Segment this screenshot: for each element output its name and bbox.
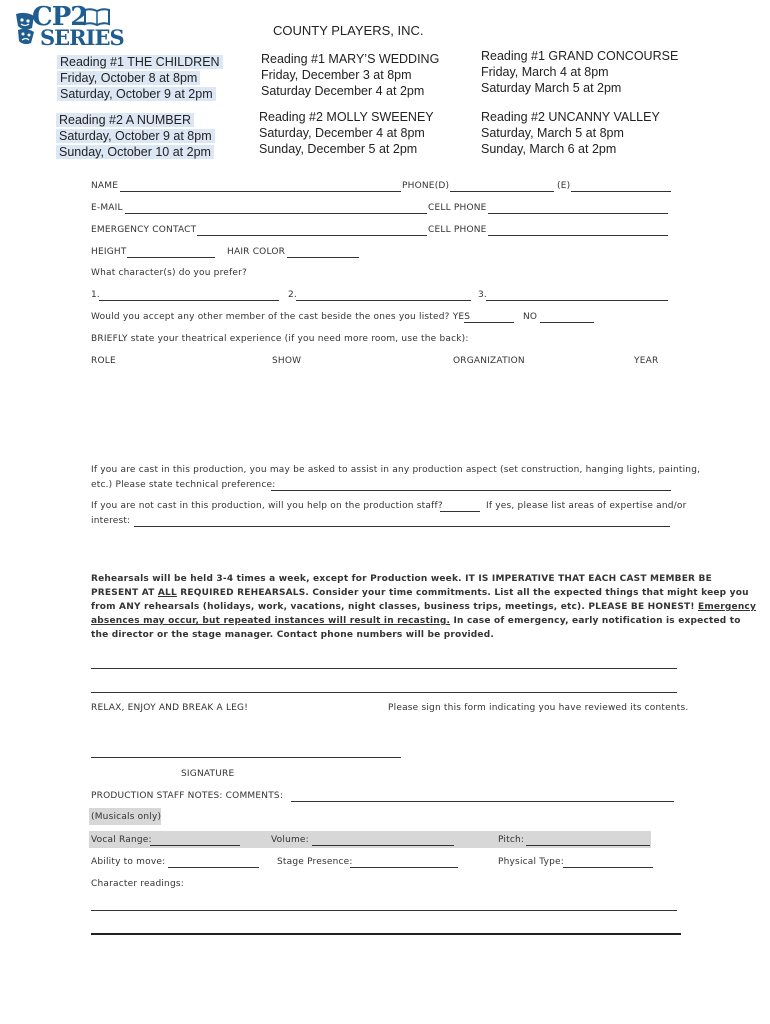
- reading-date: Saturday, December 4 at 8pm: [259, 126, 425, 140]
- interest-label: interest:: [91, 516, 131, 526]
- reading-uncanny-valley: [481, 109, 660, 157]
- emergency-cell-phone-input[interactable]: [488, 235, 668, 236]
- book-icon: [84, 8, 110, 26]
- rehearsal-text: from ANY rehearsals (holidays, work, vacations, night classes, business trips, meetings, etc). PLEASE BE HONEST!: [91, 602, 698, 612]
- rehearsal-text: PRESENT AT: [91, 588, 158, 598]
- reading-date: Saturday March 5 at 2pm: [481, 81, 622, 95]
- signature-input[interactable]: [91, 757, 401, 758]
- emergency-cell-phone-label: CELL PHONE: [428, 225, 487, 235]
- production-staff-question: If you are not cast in this production, will you help on the production staff?: [91, 501, 443, 511]
- character-question: What character(s) do you prefer?: [91, 268, 247, 278]
- reading-children: [57, 54, 223, 102]
- other-cast-question: Would you accept any other member of the cast beside the ones you listed? YES: [91, 312, 471, 322]
- experience-prompt: BRIEFLY state your theatrical experience (if you need more room, use the back):: [91, 334, 469, 344]
- musicals-only-label: (Musicals only): [91, 812, 162, 822]
- rehearsal-policy-line: [91, 616, 741, 626]
- choice-1-label: 1.: [91, 290, 100, 300]
- rehearsal-text: In case of emergency, early notification is expected to: [450, 616, 741, 626]
- ability-to-move-input[interactable]: [168, 867, 259, 868]
- name-input[interactable]: [120, 191, 401, 192]
- name-label: NAME: [91, 181, 119, 191]
- choice-2-label: 2.: [288, 290, 297, 300]
- technical-preference-input[interactable]: [271, 490, 671, 491]
- logo-cp2-text: CP2: [32, 2, 88, 32]
- reading-title: Reading #1 MARY’S WEDDING: [261, 52, 440, 66]
- cell-phone-label: CELL PHONE: [428, 203, 487, 213]
- rehearsal-policy-line: [91, 602, 756, 612]
- phone-day-input[interactable]: [450, 191, 554, 192]
- hair-color-input[interactable]: [287, 257, 359, 258]
- stage-presence-input[interactable]: [350, 867, 458, 868]
- reading-date: Sunday, December 5 at 2pm: [259, 142, 418, 156]
- reading-date: Sunday, March 6 at 2pm: [481, 142, 617, 156]
- emergency-contact-input[interactable]: [197, 235, 427, 236]
- character-readings-input[interactable]: [91, 910, 677, 911]
- phone-day-label: PHONE(D): [402, 181, 450, 191]
- height-label: HEIGHT: [91, 247, 127, 257]
- emergency-contact-label: EMERGENCY CONTACT: [91, 225, 197, 235]
- rehearsal-policy-line: the director or the stage manager. Contact phone numbers will be provided.: [91, 630, 494, 640]
- height-input[interactable]: [127, 257, 215, 258]
- choice-3-input[interactable]: [486, 300, 668, 301]
- vocal-range-input[interactable]: [150, 845, 240, 846]
- production-staff-answer-input[interactable]: [440, 511, 480, 512]
- rehearsal-policy-line: Rehearsals will be held 3-4 times a week, except for Production week. IT IS IMPERATIVE THAT EACH CAST MEMBER BE: [91, 574, 712, 584]
- reading-date: Saturday, October 9 at 2pm: [57, 87, 216, 101]
- reading-date: Saturday December 4 at 2pm: [261, 84, 425, 98]
- column-organization: ORGANIZATION: [453, 356, 525, 366]
- reading-date: Saturday, March 5 at 8pm: [481, 126, 624, 140]
- rehearsal-emphasis: ALL: [157, 588, 177, 598]
- volume-input[interactable]: [312, 845, 454, 846]
- reading-date: Friday, December 3 at 8pm: [261, 68, 412, 82]
- physical-type-input[interactable]: [563, 867, 653, 868]
- reading-a-number: [56, 112, 215, 160]
- cast-assist-text: If you are cast in this production, you may be asked to assist in any production aspect (set construction, hanging lights, painting,: [91, 465, 701, 475]
- reading-molly-sweeney: [259, 109, 434, 157]
- physical-type-label: Physical Type:: [498, 857, 564, 867]
- rehearsal-policy-line: [91, 588, 749, 598]
- reading-title: Reading #2 A NUMBER: [56, 113, 194, 127]
- other-cast-no-input[interactable]: [540, 322, 594, 323]
- sign-instruction: Please sign this form indicating you have reviewed its contents.: [388, 703, 689, 713]
- logo: [14, 2, 124, 50]
- email-label: E-MAIL: [91, 203, 123, 213]
- staff-notes-label: PRODUCTION STAFF NOTES: COMMENTS:: [91, 791, 284, 801]
- vocal-range-label: Vocal Range:: [91, 835, 152, 845]
- reading-title: Reading #1 THE CHILDREN: [57, 55, 223, 69]
- cell-phone-input[interactable]: [488, 213, 668, 214]
- ability-to-move-label: Ability to move:: [91, 857, 166, 867]
- break-a-leg-text: RELAX, ENJOY AND BREAK A LEG!: [91, 703, 249, 713]
- stage-presence-label: Stage Presence:: [277, 857, 353, 867]
- rehearsal-text: REQUIRED REHEARSALS. Consider your time commitments. List all the expected things that might keep you: [176, 588, 749, 598]
- reading-marys-wedding: [261, 51, 439, 99]
- reading-date: Friday, March 4 at 8pm: [481, 65, 609, 79]
- signature-label: SIGNATURE: [181, 769, 235, 779]
- column-role: ROLE: [91, 356, 116, 366]
- choice-2-input[interactable]: [296, 300, 471, 301]
- conflicts-input-line[interactable]: [91, 668, 677, 669]
- phone-evening-label: (E): [557, 181, 571, 191]
- reading-date: Saturday, October 9 at 8pm: [56, 129, 215, 143]
- email-input[interactable]: [125, 213, 427, 214]
- expertise-prompt: If yes, please list areas of expertise and/or: [486, 501, 687, 511]
- staff-comments-input[interactable]: [291, 801, 674, 802]
- phone-evening-input[interactable]: [571, 191, 671, 192]
- conflicts-input-line[interactable]: [91, 692, 677, 693]
- other-cast-yes-input[interactable]: [464, 322, 514, 323]
- reading-title: Reading #2 UNCANNY VALLEY: [481, 110, 660, 124]
- character-readings-label: Character readings:: [91, 879, 185, 889]
- volume-label: Volume:: [271, 835, 309, 845]
- reading-grand-concourse: [481, 48, 678, 96]
- choice-1-input[interactable]: [99, 300, 279, 301]
- reading-date: Sunday, October 10 at 2pm: [56, 145, 214, 159]
- pitch-label: Pitch:: [498, 835, 525, 845]
- bottom-divider: [91, 933, 681, 935]
- technical-preference-label: etc.) Please state technical preference:: [91, 480, 276, 490]
- reading-date: Friday, October 8 at 8pm: [57, 71, 200, 85]
- column-year: YEAR: [634, 356, 659, 366]
- rehearsal-emphasis: absences may occur, but repeated instances will result in recasting.: [91, 616, 451, 626]
- pitch-input[interactable]: [526, 845, 650, 846]
- other-cast-no-label: NO: [523, 312, 538, 322]
- logo-series-text: SERIES: [40, 25, 124, 50]
- choice-3-label: 3.: [478, 290, 487, 300]
- hair-color-label: HAIR COLOR: [227, 247, 286, 257]
- interest-input[interactable]: [134, 526, 670, 527]
- column-show: SHOW: [272, 356, 302, 366]
- reading-title: Reading #1 GRAND CONCOURSE: [481, 49, 679, 63]
- rehearsal-emphasis: Emergency: [698, 602, 757, 612]
- reading-title: Reading #2 MOLLY SWEENEY: [259, 110, 434, 124]
- page-title: COUNTY PLAYERS, INC.: [273, 23, 424, 38]
